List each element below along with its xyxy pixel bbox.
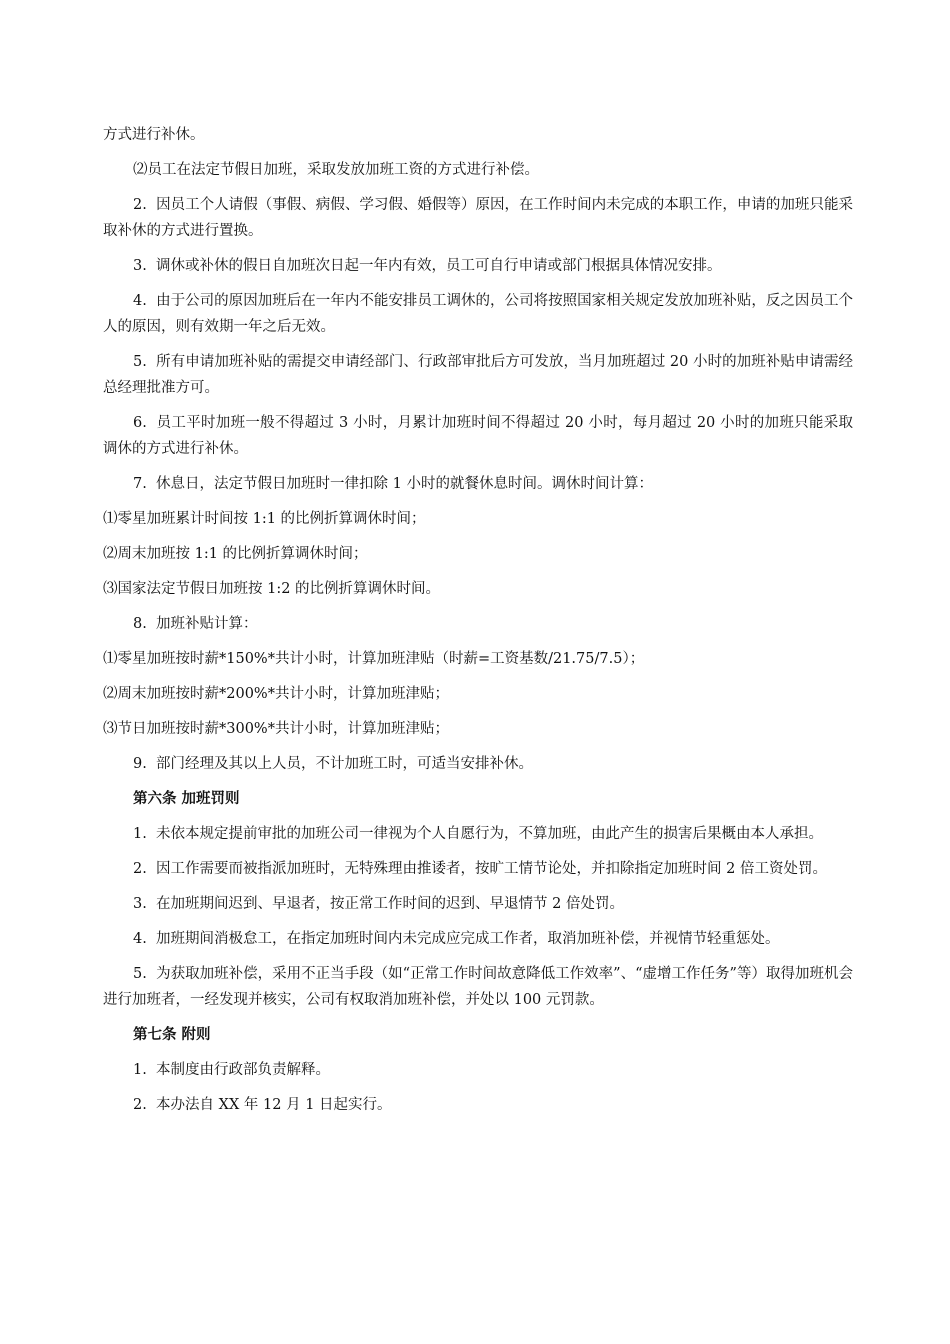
paragraph-item-3: 3. 调休或补休的假日自加班次日起一年内有效，员工可自行申请或部门根据具体情况安排。: [133, 258, 722, 274]
paragraph-sub-item: ⑶节日加班按时薪*300%*共计小时，计算加班津贴；: [103, 721, 449, 737]
document-body: [103, 122, 853, 1127]
paragraph-item-2: 2. 本办法自 XX 年 12 月 1 日起实行。: [133, 1097, 392, 1113]
paragraph-continuation: 方式进行补休。: [103, 127, 205, 143]
paragraph-sub-item: ⑵周末加班按时薪*200%*共计小时，计算加班津贴；: [103, 686, 449, 702]
paragraph-item-7: 7. 休息日，法定节假日加班时一律扣除 1 小时的就餐休息时间。调休时间计算：: [133, 476, 653, 492]
paragraph-item-2: 2. 因员工个人请假（事假、病假、学习假、婚假等）原因，在工作时间内未完成的本职工作，申请的加班只能采取补休的方式进行置换。: [103, 197, 853, 239]
paragraph-sub-item: ⑶国家法定节假日加班按 1:2 的比例折算调休时间。: [103, 581, 441, 597]
paragraph-item-6: 6. 员工平时加班一般不得超过 3 小时，月累计加班时间不得超过 20 小时，每月超过 20 小时的加班只能采取调休的方式进行补休。: [103, 415, 853, 457]
paragraph-sub-item: ⑴零星加班按时薪*150%*共计小时，计算加班津贴（时薪=工资基数/21.75/7.5）；: [103, 651, 645, 667]
paragraph-item-2: 2. 因工作需要而被指派加班时，无特殊理由推诿者，按旷工情节论处，并扣除指定加班时间 2 倍工资处罚。: [133, 861, 827, 877]
section-heading-article-6: 第六条 加班罚则: [133, 790, 240, 807]
paragraph-item-5: 5. 为获取加班补偿，采用不正当手段（如“正常工作时间故意降低工作效率”、“虚增工作任务”等）取得加班机会进行加班者，一经发现并核实，公司有权取消加班补偿，并处以 100 元罚款。: [103, 966, 853, 1008]
section-heading-article-7: 第七条 附则: [133, 1026, 211, 1043]
paragraph-item-8: 8. 加班补贴计算：: [133, 616, 258, 632]
paragraph-sub-item: ⑵员工在法定节假日加班，采取发放加班工资的方式进行补偿。: [133, 162, 539, 178]
paragraph-sub-item: ⑵周末加班按 1:1 的比例折算调休时间；: [103, 546, 368, 562]
paragraph-item-9: 9. 部门经理及其以上人员，不计加班工时，可适当安排补休。: [133, 756, 534, 772]
paragraph-item-4: 4. 加班期间消极怠工，在指定加班时间内未完成应完成工作者，取消加班补偿，并视情节轻重惩处。: [133, 931, 780, 947]
paragraph-item-4: 4. 由于公司的原因加班后在一年内不能安排员工调休的，公司将按照国家相关规定发放加班补贴，反之因员工个人的原因，则有效期一年之后无效。: [103, 293, 853, 335]
paragraph-sub-item: ⑴零星加班累计时间按 1:1 的比例折算调休时间；: [103, 511, 426, 527]
paragraph-item-5: 5. 所有申请加班补贴的需提交申请经部门、行政部审批后方可发放，当月加班超过 20 小时的加班补贴申请需经总经理批准方可。: [103, 354, 853, 396]
paragraph-item-1: 1. 未依本规定提前审批的加班公司一律视为个人自愿行为，不算加班，由此产生的损害后果概由本人承担。: [133, 826, 824, 842]
paragraph-item-3: 3. 在加班期间迟到、早退者，按正常工作时间的迟到、早退情节 2 倍处罚。: [133, 896, 624, 912]
paragraph-item-1: 1. 本制度由行政部负责解释。: [133, 1062, 331, 1078]
